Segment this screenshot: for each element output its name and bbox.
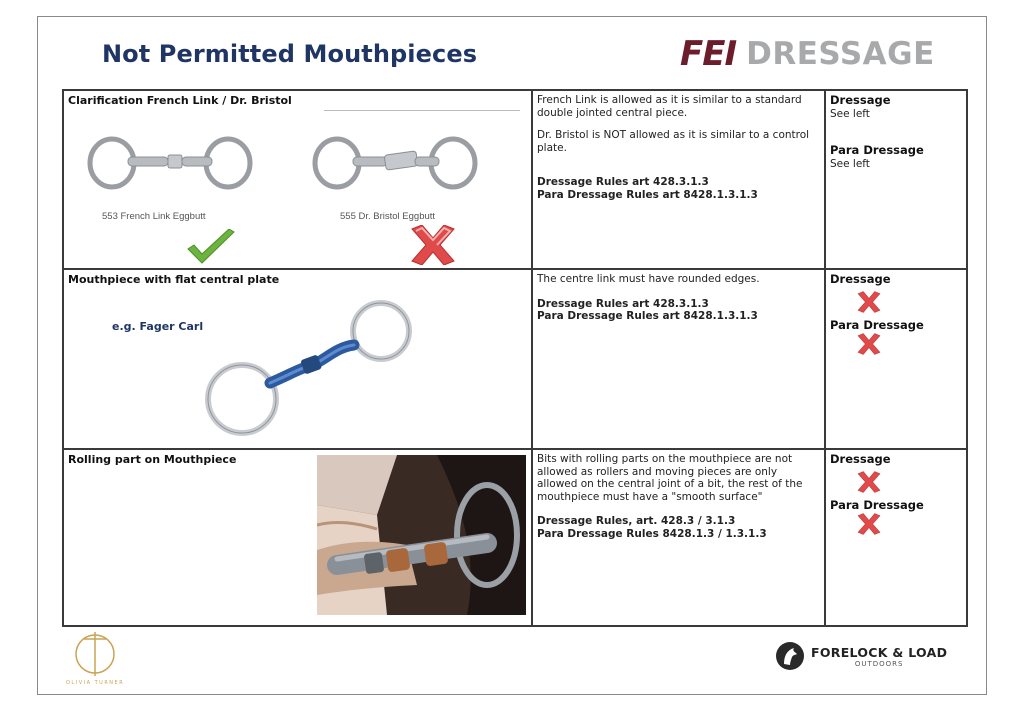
verdict-title: Para Dressage [830, 317, 924, 332]
image-cell [63, 449, 532, 626]
rule-reference: Para Dressage Rules art 8428.1.3.1.3 [537, 310, 758, 323]
table-row [63, 269, 967, 449]
row-heading: Mouthpiece with flat central plate [68, 273, 280, 286]
page-title: Not Permitted Mouthpieces [102, 40, 478, 68]
olivia-turner-logo-icon [70, 630, 120, 678]
table-row [63, 449, 967, 626]
description-text: Bits with rolling parts on the mouthpiece are not allowed as rollers and moving pieces are only allowed on the central joint of a bit, the rest of the mouthpiece must have a "smooth surface" [537, 453, 803, 503]
fei-logo-text: DRESSAGE [746, 36, 935, 72]
verdict-title: Dressage [830, 452, 891, 466]
verdict-cell [825, 90, 967, 269]
forelock-load-sub: OUTDOORS [854, 659, 904, 668]
divider [324, 110, 520, 111]
description-text: The centre link must have rounded edges. [537, 273, 760, 285]
olivia-turner-logo-text: OLIVIA TURNER [66, 680, 125, 686]
rule-reference: Dressage Rules art 428.3.1.3 [537, 176, 709, 189]
description-cell [532, 449, 825, 626]
rule-reference: Para Dressage Rules art 8428.1.3.1.3 [537, 188, 758, 201]
rule-reference: Dressage Rules art 428.3.1.3 [537, 297, 709, 310]
forelock-load-name: FORELOCK & LOAD [811, 644, 948, 660]
x-icon [856, 471, 882, 493]
image-cell [63, 90, 532, 269]
bit-caption: 555 Dr. Bristol Eggbutt [340, 211, 436, 222]
x-icon [856, 333, 882, 355]
table-row [63, 90, 967, 269]
verdict-cell [825, 269, 967, 449]
row-heading: Clarification French Link / Dr. Bristol [68, 94, 292, 107]
image-cell [63, 269, 532, 449]
description-cell [532, 269, 825, 449]
french-link-bit-image [84, 133, 254, 193]
x-icon [856, 513, 882, 535]
description-cell [532, 90, 825, 269]
verdict-title: Para Dressage [830, 497, 924, 512]
example-label: e.g. Fager Carl [112, 320, 204, 333]
verdict-cell [825, 449, 967, 626]
rule-reference: Dressage Rules, art. 428.3 / 3.1.3 [537, 515, 736, 528]
forelock-load-logo [775, 641, 947, 671]
rules-table [62, 89, 968, 627]
bit-caption: 553 French Link Eggbutt [102, 211, 206, 222]
x-icon [408, 225, 458, 265]
check-icon [185, 229, 237, 267]
fei-dressage-logo [680, 34, 935, 74]
rolling-mouthpiece-photo [317, 455, 526, 615]
verdict-note: See left [830, 158, 870, 171]
fager-carl-bit-image [194, 295, 424, 440]
rule-reference: Para Dressage Rules 8428.1.3 / 1.3.1.3 [537, 527, 767, 540]
horse-head-icon [775, 641, 805, 671]
verdict-title: Dressage [830, 93, 891, 107]
verdict-title: Para Dressage [830, 143, 924, 158]
description-text: Dr. Bristol is NOT allowed as it is similar to a control plate. [537, 129, 810, 154]
x-icon [856, 291, 882, 313]
verdict-note: See left [830, 107, 870, 120]
description-text: French Link is allowed as it is similar to a standard double jointed central piece. [537, 94, 802, 119]
row-heading: Rolling part on Mouthpiece [68, 453, 237, 466]
verdict-title: Dressage [830, 272, 891, 286]
dr-bristol-bit-image [309, 133, 479, 193]
fei-logo-mark: FEI [680, 34, 737, 74]
